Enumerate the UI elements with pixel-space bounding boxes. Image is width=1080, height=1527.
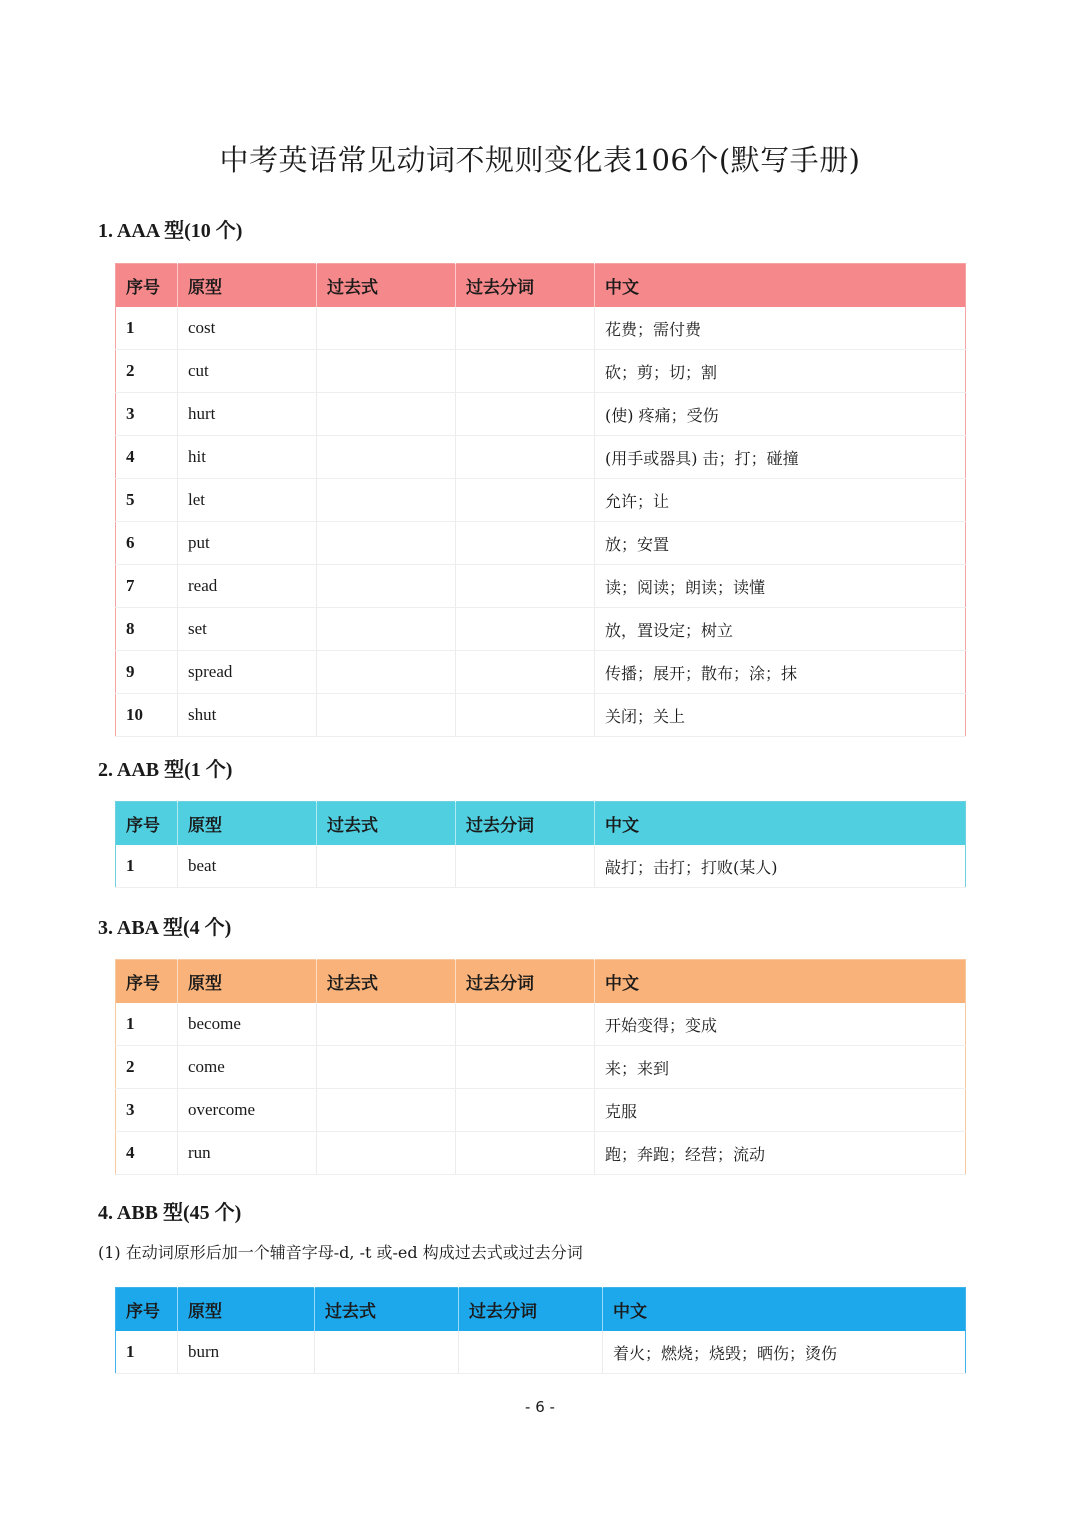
row-index: 10 — [116, 694, 178, 737]
chinese-meaning: 着火；燃烧；烧毁；晒伤；烫伤 — [603, 1331, 966, 1374]
row-index: 1 — [116, 1331, 178, 1374]
row-index: 3 — [116, 1089, 178, 1132]
header-index: 序号 — [116, 264, 178, 308]
verb-base-form: burn — [178, 1331, 315, 1374]
chinese-meaning: 克服 — [595, 1089, 966, 1132]
past-participle-blank — [456, 1003, 595, 1046]
chinese-meaning: 敲打；击打；打败(某人) — [595, 845, 966, 888]
table-row — [116, 393, 966, 436]
chinese-meaning: 来；来到 — [595, 1046, 966, 1089]
past-tense-blank — [315, 1331, 459, 1374]
table-row — [116, 608, 966, 651]
table-row — [116, 1331, 966, 1374]
verb-base-form: spread — [178, 651, 317, 694]
verb-base-form: hit — [178, 436, 317, 479]
page-title: 中考英语常见动词不规则变化表106个(默写手册) — [219, 143, 861, 177]
table-row — [116, 1046, 966, 1089]
row-index: 5 — [116, 479, 178, 522]
section-note: (1) 在动词原形后加一个辅音字母-d, -t 或-ed 构成过去式或过去分词 — [98, 1243, 583, 1262]
verb-base-form: cut — [178, 350, 317, 393]
row-index: 1 — [116, 1003, 178, 1046]
page-number: - 6 - — [525, 1398, 555, 1416]
table-body — [116, 1003, 966, 1175]
past-tense-blank — [317, 651, 456, 694]
row-index: 6 — [116, 522, 178, 565]
aaa-table — [115, 263, 966, 737]
row-index: 7 — [116, 565, 178, 608]
past-participle-blank — [456, 1046, 595, 1089]
header-past-participle: 过去分词 — [456, 802, 595, 846]
table-row — [116, 565, 966, 608]
row-index: 3 — [116, 393, 178, 436]
past-tense-blank — [317, 479, 456, 522]
past-participle-blank — [456, 307, 595, 350]
verb-base-form: read — [178, 565, 317, 608]
past-participle-blank — [456, 393, 595, 436]
row-index: 9 — [116, 651, 178, 694]
table-row — [116, 694, 966, 737]
chinese-meaning: 允许；让 — [595, 479, 966, 522]
header-base: 原型 — [178, 1288, 315, 1332]
table-row — [116, 479, 966, 522]
row-index: 2 — [116, 1046, 178, 1089]
verb-base-form: beat — [178, 845, 317, 888]
table-row — [116, 350, 966, 393]
header-index: 序号 — [116, 802, 178, 846]
past-tense-blank — [317, 436, 456, 479]
header-index: 序号 — [116, 960, 178, 1004]
header-past-participle: 过去分词 — [456, 264, 595, 308]
table-header-row — [116, 264, 966, 308]
header-chinese: 中文 — [595, 264, 966, 308]
table-header-row — [116, 802, 966, 846]
verb-base-form: let — [178, 479, 317, 522]
verb-base-form: hurt — [178, 393, 317, 436]
past-tense-blank — [317, 1003, 456, 1046]
past-participle-blank — [456, 350, 595, 393]
chinese-meaning: (使) 疼痛；受伤 — [595, 393, 966, 436]
past-tense-blank — [317, 1046, 456, 1089]
section-heading-aaa: 1. AAA 型(10 个) — [98, 220, 243, 242]
verb-base-form: overcome — [178, 1089, 317, 1132]
header-past: 过去式 — [317, 960, 456, 1004]
table-body — [116, 845, 966, 888]
chinese-meaning: 读；阅读；朗读；读懂 — [595, 565, 966, 608]
table-row — [116, 1003, 966, 1046]
table-row — [116, 307, 966, 350]
row-index: 1 — [116, 845, 178, 888]
chinese-meaning: 放，置设定；树立 — [595, 608, 966, 651]
abb-table — [115, 1287, 966, 1374]
header-past-participle: 过去分词 — [459, 1288, 603, 1332]
header-chinese: 中文 — [603, 1288, 966, 1332]
past-participle-blank — [459, 1331, 603, 1374]
verb-base-form: come — [178, 1046, 317, 1089]
past-tense-blank — [317, 522, 456, 565]
row-index: 1 — [116, 307, 178, 350]
past-participle-blank — [456, 1089, 595, 1132]
row-index: 4 — [116, 436, 178, 479]
verb-base-form: run — [178, 1132, 317, 1175]
verb-base-form: put — [178, 522, 317, 565]
section-heading-aba: 3. ABA 型(4 个) — [98, 917, 232, 939]
past-tense-blank — [317, 565, 456, 608]
row-index: 4 — [116, 1132, 178, 1175]
header-chinese: 中文 — [595, 802, 966, 846]
past-participle-blank — [456, 651, 595, 694]
past-participle-blank — [456, 436, 595, 479]
past-participle-blank — [456, 608, 595, 651]
verb-base-form: cost — [178, 307, 317, 350]
aab-table — [115, 801, 966, 888]
table-row — [116, 1132, 966, 1175]
chinese-meaning: 放；安置 — [595, 522, 966, 565]
header-past: 过去式 — [317, 264, 456, 308]
header-past-participle: 过去分词 — [456, 960, 595, 1004]
header-past: 过去式 — [317, 802, 456, 846]
header-index: 序号 — [116, 1288, 178, 1332]
past-participle-blank — [456, 479, 595, 522]
past-tense-blank — [317, 608, 456, 651]
header-base: 原型 — [178, 960, 317, 1004]
table-header-row — [116, 960, 966, 1004]
past-tense-blank — [317, 694, 456, 737]
past-participle-blank — [456, 522, 595, 565]
verb-base-form: shut — [178, 694, 317, 737]
past-participle-blank — [456, 1132, 595, 1175]
verb-base-form: become — [178, 1003, 317, 1046]
past-tense-blank — [317, 1089, 456, 1132]
table-body — [116, 307, 966, 737]
row-index: 8 — [116, 608, 178, 651]
section-heading-aab: 2. AAB 型(1 个) — [98, 759, 233, 781]
header-base: 原型 — [178, 802, 317, 846]
chinese-meaning: 砍；剪；切；割 — [595, 350, 966, 393]
chinese-meaning: 传播；展开；散布；涂；抹 — [595, 651, 966, 694]
past-participle-blank — [456, 694, 595, 737]
past-tense-blank — [317, 350, 456, 393]
table-row — [116, 522, 966, 565]
chinese-meaning: 花费；需付费 — [595, 307, 966, 350]
past-tense-blank — [317, 393, 456, 436]
chinese-meaning: 关闭；关上 — [595, 694, 966, 737]
verb-base-form: set — [178, 608, 317, 651]
chinese-meaning: 开始变得；变成 — [595, 1003, 966, 1046]
chinese-meaning: 跑；奔跑；经营；流动 — [595, 1132, 966, 1175]
header-base: 原型 — [178, 264, 317, 308]
header-past: 过去式 — [315, 1288, 459, 1332]
row-index: 2 — [116, 350, 178, 393]
header-chinese: 中文 — [595, 960, 966, 1004]
past-tense-blank — [317, 307, 456, 350]
section-heading-abb: 4. ABB 型(45 个) — [98, 1202, 242, 1224]
aba-table — [115, 959, 966, 1175]
table-row — [116, 651, 966, 694]
table-header-row — [116, 1288, 966, 1332]
table-row — [116, 845, 966, 888]
past-participle-blank — [456, 845, 595, 888]
past-tense-blank — [317, 1132, 456, 1175]
table-row — [116, 1089, 966, 1132]
chinese-meaning: (用手或器具) 击；打；碰撞 — [595, 436, 966, 479]
table-body — [116, 1331, 966, 1374]
past-tense-blank — [317, 845, 456, 888]
table-row — [116, 436, 966, 479]
past-participle-blank — [456, 565, 595, 608]
